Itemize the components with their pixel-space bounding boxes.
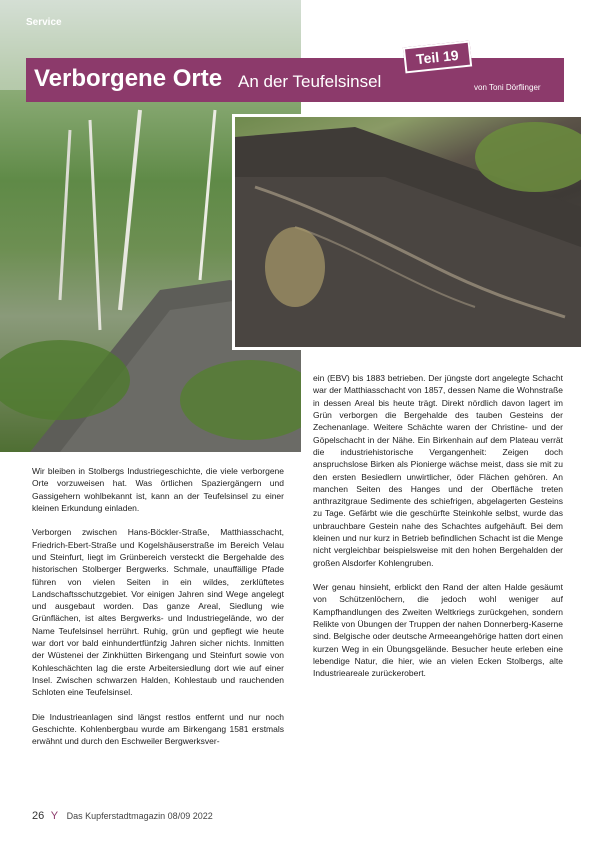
photo-spoil-heap-roots [232, 114, 584, 350]
author-byline: von Toni Dörflinger [474, 83, 541, 92]
paragraph: Die Industrieanlagen sind längst restlos entfernt und nur noch Geschichte. Kohlenbergbau wurde am Birkengang 1581 erstmals erwähnt und durch den Eschweiler Bergwerksver- [32, 711, 284, 747]
y-logo-icon: Y [50, 810, 59, 822]
magazine-issue: Das Kupferstadtmagazin 08/09 2022 [66, 811, 213, 821]
slate-slope-illustration [235, 117, 581, 347]
paragraph: Wir bleiben in Stolbergs Industriegeschichte, die viele verborgene Orte vorzuweisen hat. Was örtlichen Spaziergängern und Gassigehern wohlbekannt ist, kann an der Teufelsinsel zu einer kleinen Erkundung einladen. [32, 466, 284, 513]
page-number: 26 [32, 810, 45, 822]
text-column-left [32, 465, 284, 760]
section-label: Service [26, 17, 62, 28]
paragraph: Wer genau hinsieht, erblickt den Rand der alten Halde gesäumt von Schützenlöchern, die jedoch wohl weniger auf Kampfhandlungen des Zweiten Weltkriegs zurückgehen, sondern Relikte von Übungen der Truppen der nahen Donnerberg-Kaserne sind. Belgische oder deutsche Armeeangehörige hatten dort einen kurzen Weg in ein Übungsgelände. Besucher heute erleben eine lebendige Natur, die hier, wie an vielen Ecken Stolbergs, alte Industrieareale zurückerobert. [313, 582, 563, 679]
paragraph: ein (EBV) bis 1883 betrieben. Der jüngste dort angelegte Schacht war der Matthiasschacht von 1857, dessen Name die Wohnstraße in dessen Areal bis heute trägt. Direkt nördlich davon lagert im Grün verborgen die Bergehalde des tauben Gesteins der Zechenanlage. Weitere Schächte waren der Christine- und der Göpelschacht in der Nähe. Ein Birkenhain auf dem Plateau verrät die industriehistorische Vergangenheit: Zeigen doch anspruchslose Birken als Pionierge wächse meist, dass sie mit zu den ersten Besiedlern unwirtlicher, öder Flächen gehören. An manchen Seiten des Hanges und der Oberfläche treten anthrazitgraue Sedimente des schiefrigen, abgelagerten Gesteins zu Tage. Gefärbt wie die geschürfte Steinkohle selbst, wurde das unbrauchbare Gestein nahe des Schachtes aufgehäuft. Bei dem kleinen und nur kurz in Betrieb befindlichen Schacht ist die Menge nicht vergleichbar beispielsweise mit den hohen Bergehalden der großen Alsdorfer Kohlengruben. [313, 373, 563, 568]
title-band [26, 58, 564, 102]
page-footer [32, 810, 213, 822]
article-subtitle: An der Teufelsinsel [238, 72, 382, 91]
text-column-right [313, 372, 563, 692]
paragraph: Verborgen zwischen Hans-Böckler-Straße, Matthiasschacht, Friedrich-Ebert-Straße und Kogelshäuserstraße im Bereich Velau und Steinfurt, liegt im Grünbereich versteckt die Bergehalde des historischen Stolberger Bergwerks. Schmale, unauffällige Pfade führen von vielen Seiten in ein wildes, zerklüftetes Landschaftsschutzgebiet. Vor einigen Jahren sind Wege angelegt und ausgebaut worden. Das ganze Areal, Siedlung wie Grünflächen, ist altes Bergwerks- und Industriegelände, wo der Name Teufelsinsel herrührt. Ruhig, grün und gepflegt wie heute war dort vor bald einhundertfünfzig Jahren sicher nichts. Inmitten der Wüstenei der Zinkhütten Birkengang und Steinfurt sowie von Kohleschächten lag die erste Arbeitersiedlung dort wie auf einer Insel. Zwischen schwarzen Halden, Kohlestaub und rauchenden Schloten eine Teufelsinsel. [32, 527, 284, 698]
article-title: Verborgene Orte [34, 65, 223, 92]
series-tag: Teil 19 [403, 41, 472, 74]
